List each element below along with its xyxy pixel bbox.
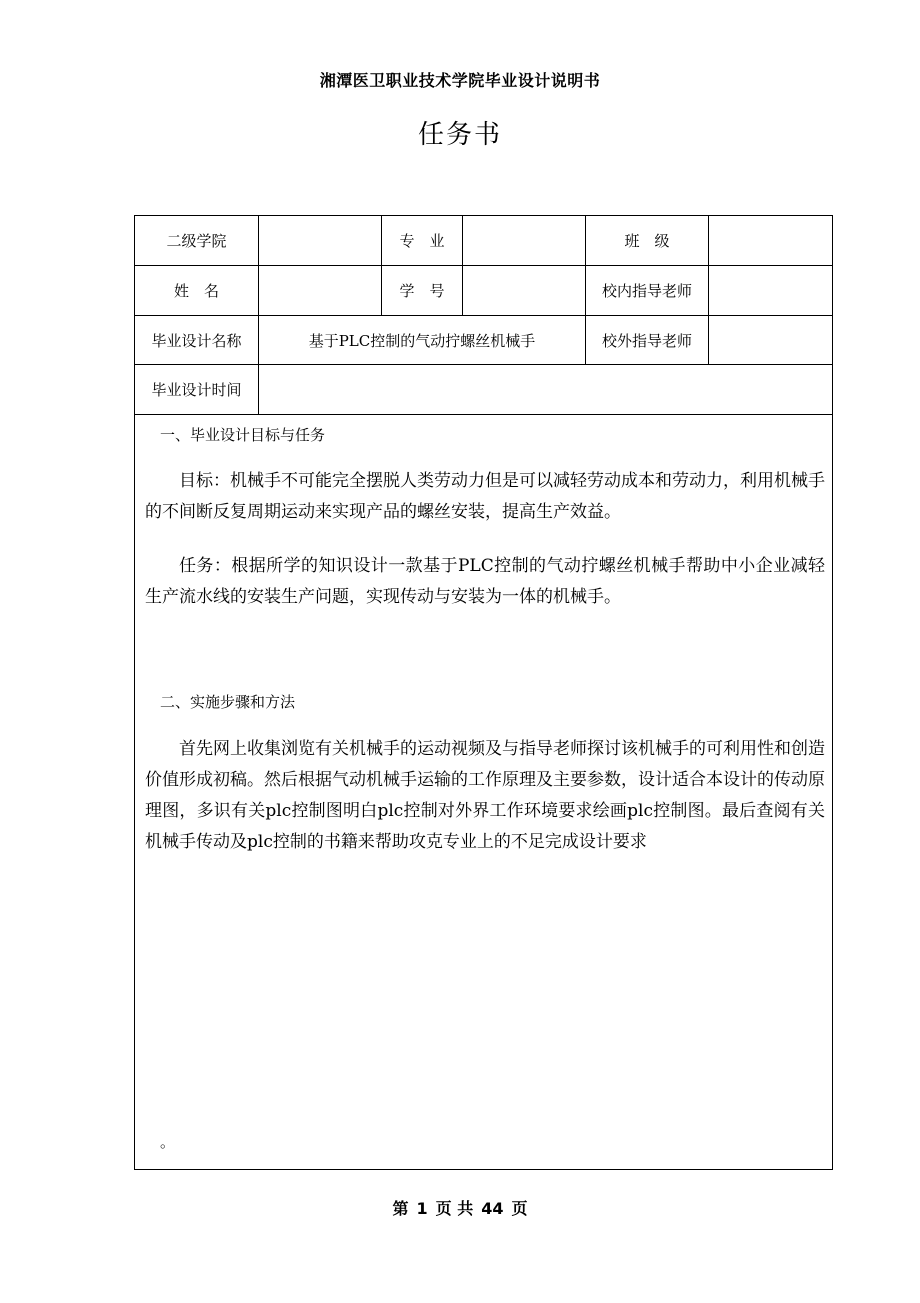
page-middle: 页 共 [435,1199,474,1218]
name-label: 姓 名 [173,282,219,300]
class-label: 班 级 [624,232,670,250]
page-title: 任务书 [417,120,502,150]
design-name-label: 毕业设计名称 [151,331,242,350]
class-value [709,216,832,265]
major-value [463,216,585,265]
task-paragraph: 任务：根据所学的知识设计一款基于PLC控制的气动拧螺丝机械手帮助中小企业减轻生产流水线的安装生产问题，实现传动与安装为一体的机械手。 [145,556,825,607]
design-time-value [259,365,832,414]
document-header: 湘潭医卫职业技术学院毕业设计说明书 [319,71,601,90]
goal-paragraph: 目标：机械手不可能完全摆脱人类劳动力但是可以减轻劳动成本和劳动力，利用机械手的不间断反复周期运动来实现产品的螺丝安装，提高生产效益。 [145,471,825,522]
trailing-mark: 。 [160,1133,176,1151]
row-divider [135,414,832,415]
student-id-value [463,266,585,315]
design-time-label: 毕业设计时间 [151,381,242,399]
design-name-value: 基于PLC控制的气动拧螺丝机械手 [308,331,536,350]
page-number: 1 [416,1199,428,1218]
page-prefix: 第 [392,1199,409,1218]
major-label: 专 业 [399,232,445,250]
task-form-table [134,215,833,1170]
student-id-label: 学 号 [399,282,445,300]
steps-paragraph: 首先网上收集浏览有关机械手的运动视频及与指导老师探讨该机械手的可利用性和创造价值形成初稿。然后根据气动机械手运输的工作原理及主要参数，设计适合本设计的传动原理图，多识有关plc控制图明白plc控制对外界工作环境要求绘画plc控制图。最后查阅有关机械手传动及plc控制的书籍来帮助攻克专业上的不足完成设计要求 [145,739,825,852]
inner-advisor-label: 校内指导老师 [601,282,692,300]
section-steps-heading: 二、实施步骤和方法 [160,693,296,711]
name-value [259,266,381,315]
inner-advisor-value [709,266,832,315]
page-suffix: 页 [511,1199,528,1218]
section-goals-heading: 一、毕业设计目标与任务 [160,426,326,444]
college-label: 二级学院 [166,232,227,250]
page-footer [0,1196,920,1219]
outer-advisor-value [709,316,832,364]
outer-advisor-label: 校外指导老师 [601,331,692,350]
college-value [259,216,381,265]
page-total: 44 [481,1199,504,1218]
